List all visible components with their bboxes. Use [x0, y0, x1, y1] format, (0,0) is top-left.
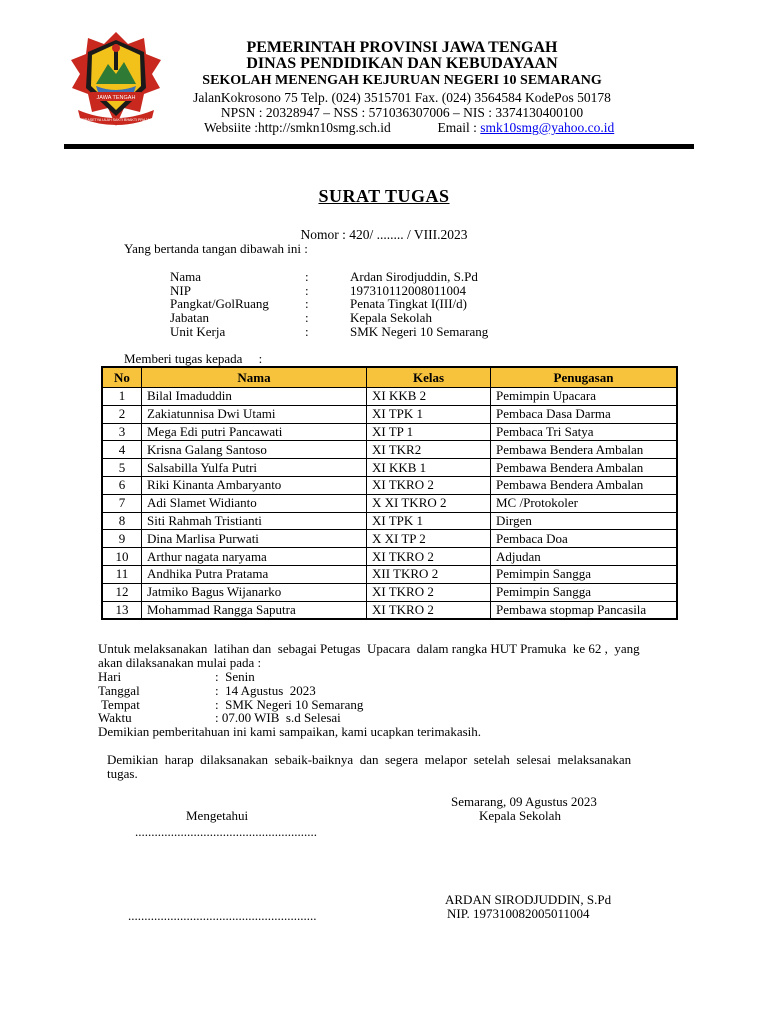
cell-nama: Riki Kinanta Ambaryanto	[142, 476, 367, 494]
field-value-pangkat: Penata Tingkat I(III/d)	[350, 296, 467, 311]
table-row	[102, 441, 677, 459]
table-row	[102, 423, 677, 441]
cell-nama: Mohammad Rangga Saputra	[142, 601, 367, 619]
assignment-table	[101, 366, 678, 620]
cell-nama: Salsabilla Yulfa Putri	[142, 459, 367, 477]
table-row	[102, 512, 677, 530]
signature-dots-left: ........................................................	[135, 824, 317, 839]
cell-no: 12	[102, 583, 142, 601]
cell-penugasan: Pembawa Bendera Ambalan	[491, 441, 678, 459]
detail-label-tanggal: Tanggal	[98, 683, 140, 698]
cell-nama: Jatmiko Bagus Wijanarko	[142, 583, 367, 601]
cell-no: 3	[102, 423, 142, 441]
table-row	[102, 565, 677, 583]
letterhead-school: SEKOLAH MENENGAH KEJURUAN NEGERI 10 SEMARANG	[202, 73, 602, 88]
header-nama: Nama	[142, 367, 367, 388]
cell-penugasan: Pemimpin Sangga	[491, 583, 678, 601]
letterhead-department: DINAS PENDIDIKAN DAN KEBUDAYAAN	[246, 55, 558, 72]
table-row	[102, 388, 677, 406]
website-text: Websiite :http://smkn10smg.sch.id	[204, 120, 391, 135]
cell-no: 7	[102, 494, 142, 512]
field-label-pangkat: Pangkat/GolRuang	[170, 296, 269, 311]
cell-no: 1	[102, 388, 142, 406]
field-label-nama: Nama	[170, 269, 202, 284]
table-row	[102, 601, 677, 619]
table-row	[102, 530, 677, 548]
cell-penugasan: Dirgen	[491, 512, 678, 530]
cell-no: 5	[102, 459, 142, 477]
detail-label-tempat: Tempat	[98, 697, 140, 712]
cell-nama: Andhika Putra Pratama	[142, 565, 367, 583]
detail-value-tanggal: : 14 Agustus 2023	[215, 683, 316, 698]
document-title-text: SURAT TUGAS	[318, 186, 450, 206]
cell-kelas: XI TPK 1	[367, 405, 491, 423]
cell-penugasan: Pemimpin Upacara	[491, 388, 678, 406]
detail-value-hari: : Senin	[215, 669, 255, 684]
cell-kelas: XI TP 1	[367, 423, 491, 441]
signer-nip: NIP. 197310082005011004	[447, 906, 590, 921]
table-row	[102, 494, 677, 512]
cell-no: 9	[102, 530, 142, 548]
cell-nama: Bilal Imaduddin	[142, 388, 367, 406]
table-row	[102, 548, 677, 566]
field-label-jabatan: Jabatan	[170, 310, 209, 325]
letterhead-ids: NPSN : 20328947 – NSS : 571036307006 – NIS : 3374130400100	[220, 105, 584, 120]
cell-nama: Krisna Galang Santoso	[142, 441, 367, 459]
cell-no: 2	[102, 405, 142, 423]
document-number: Nomor : 420/ ........ / VIII.2023	[300, 227, 468, 242]
cell-kelas: XI TKR2	[367, 441, 491, 459]
header-kelas: Kelas	[367, 367, 491, 388]
cell-no: 10	[102, 548, 142, 566]
jawa-tengah-emblem-logo	[66, 28, 166, 132]
intro-text: Yang bertanda tangan dibawah ini :	[124, 241, 308, 256]
body-paragraph-line2: akan dilaksanakan mulai pada :	[98, 655, 262, 670]
field-value-nip: 197310112008011004	[350, 283, 467, 298]
letterhead-contact	[204, 121, 644, 135]
cell-penugasan: Adjudan	[491, 548, 678, 566]
email-label: Email :	[437, 120, 481, 135]
signature-dots-bottom: ..........................................................	[128, 908, 317, 923]
signer-name: ARDAN SIRODJUDDIN, S.Pd	[445, 892, 612, 907]
email-link[interactable]: smk10smg@yahoo.co.id	[480, 120, 615, 135]
letterhead-government: PEMERINTAH PROVINSI JAWA TENGAH	[246, 39, 558, 56]
field-value-nama: Ardan Sirodjuddin, S.Pd	[350, 269, 478, 284]
cell-penugasan: Pembawa Bendera Ambalan	[491, 476, 678, 494]
table-row	[102, 583, 677, 601]
cell-penugasan: Pembaca Tri Satya	[491, 423, 678, 441]
cell-nama: Adi Slamet Widianto	[142, 494, 367, 512]
cell-kelas: XI TKRO 2	[367, 583, 491, 601]
logo-banner-text: JAWA TENGAH	[96, 95, 136, 101]
cell-nama: Dina Marlisa Purwati	[142, 530, 367, 548]
cell-penugasan: Pemimpin Sangga	[491, 565, 678, 583]
cell-penugasan: Pembaca Doa	[491, 530, 678, 548]
cell-kelas: XII TKRO 2	[367, 565, 491, 583]
letterhead-address: JalanKokrosono 75 Telp. (024) 3515701 Fax. (024) 3564584 KodePos 50178	[193, 90, 611, 105]
cell-kelas: X XI TKRO 2	[367, 494, 491, 512]
document-title	[0, 186, 768, 207]
signer-position: Kepala Sekolah	[479, 808, 561, 823]
cell-no: 8	[102, 512, 142, 530]
detail-value-waktu: : 07.00 WIB s.d Selesai	[215, 710, 341, 725]
cell-nama: Zakiatunnisa Dwi Utami	[142, 405, 367, 423]
cell-kelas: XI TKRO 2	[367, 548, 491, 566]
cell-penugasan: MC /Protokoler	[491, 494, 678, 512]
body-paragraph-line1: Untuk melaksanakan latihan dan sebagai Petugas Upacara dalam rangka HUT Pramuka ke 62 , yang	[98, 641, 640, 656]
logo-motto-text: PRASETYA ULAH SAKTI BHAKTI PRAJA	[82, 118, 150, 122]
table-row	[102, 405, 677, 423]
field-label-nip: NIP	[170, 283, 191, 298]
cell-no: 6	[102, 476, 142, 494]
table-body	[102, 388, 677, 620]
thanks-text: Demikian pemberitahuan ini kami sampaikan, kami ucapkan terimakasih.	[98, 724, 482, 739]
assign-intro: Memberi tugas kepada :	[124, 351, 263, 366]
cell-no: 13	[102, 601, 142, 619]
cell-no: 4	[102, 441, 142, 459]
field-colon: :	[305, 324, 309, 339]
cell-nama: Arthur nagata naryama	[142, 548, 367, 566]
cell-penugasan: Pembaca Dasa Darma	[491, 405, 678, 423]
cell-kelas: XI KKB 2	[367, 388, 491, 406]
field-label-unit-kerja: Unit Kerja	[170, 324, 226, 339]
cell-no: 11	[102, 565, 142, 583]
field-colon: :	[305, 296, 309, 311]
table-header-row	[102, 367, 677, 388]
cell-nama: Mega Edi putri Pancawati	[142, 423, 367, 441]
field-value-unit-kerja: SMK Negeri 10 Semarang	[350, 324, 489, 339]
table-row	[102, 476, 677, 494]
field-value-jabatan: Kepala Sekolah	[350, 310, 432, 325]
letterhead-divider	[64, 144, 694, 149]
detail-label-hari: Hari	[98, 669, 122, 684]
cell-kelas: XI TKRO 2	[367, 476, 491, 494]
field-colon: :	[305, 283, 309, 298]
cell-kelas: XI TKRO 2	[367, 601, 491, 619]
detail-value-tempat: : SMK Negeri 10 Semarang	[215, 697, 364, 712]
header-penugasan: Penugasan	[491, 367, 678, 388]
field-colon: :	[305, 310, 309, 325]
closing-line1: Demikian harap dilaksanakan sebaik-baiknya dan segera melapor setelah selesai melaksanakan	[107, 752, 632, 767]
cell-penugasan: Pembawa stopmap Pancasila	[491, 601, 678, 619]
header-no: No	[102, 367, 142, 388]
cell-penugasan: Pembawa Bendera Ambalan	[491, 459, 678, 477]
cell-kelas: XI TPK 1	[367, 512, 491, 530]
detail-label-waktu: Waktu	[98, 710, 132, 725]
place-date: Semarang, 09 Agustus 2023	[451, 794, 597, 809]
table-row	[102, 459, 677, 477]
closing-line2: tugas.	[107, 766, 138, 781]
field-colon: :	[305, 269, 309, 284]
cell-kelas: XI KKB 1	[367, 459, 491, 477]
cell-nama: Siti Rahmah Tristianti	[142, 512, 367, 530]
cell-kelas: X XI TP 2	[367, 530, 491, 548]
mengetahui-label: Mengetahui	[186, 808, 249, 823]
